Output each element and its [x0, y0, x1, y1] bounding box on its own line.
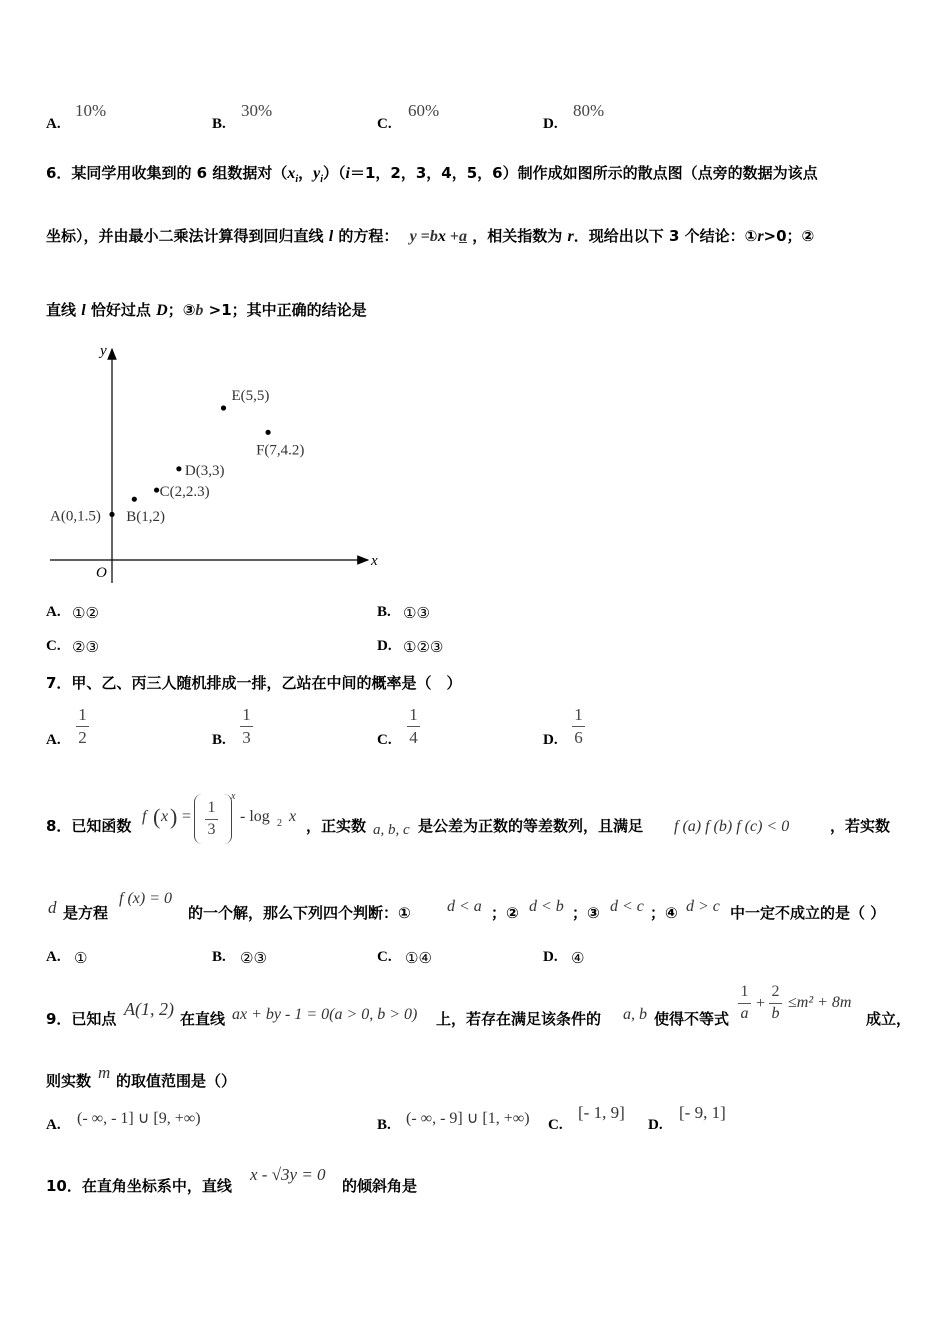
q6-yi-sub: i	[320, 174, 324, 186]
q10-prefix: 10．在直角坐标系中，直线	[46, 1177, 232, 1195]
q6-option-b-letter: B.	[377, 604, 391, 620]
q8-sep-4: ；④	[650, 904, 678, 922]
q7-option-c-fraction	[407, 706, 420, 747]
scatter-point-0	[109, 512, 114, 517]
q9-f2-num: 2	[771, 983, 780, 1000]
q5-option-c-value: 60%	[408, 101, 440, 120]
q6-xi-var: x	[287, 165, 296, 182]
q8-f: f	[142, 808, 147, 825]
scatter-point-4	[221, 405, 226, 410]
q6-line1-c: ＝1，2，3，4，5，6）制作成如图所示的散点图（点旁的数据为该点	[349, 164, 818, 182]
q8-num: 1	[207, 799, 216, 816]
q8-exponent: x	[231, 791, 236, 802]
q9-option-b-letter: B.	[377, 1117, 391, 1133]
q8-fx-x: x	[161, 808, 169, 825]
q6-line3	[46, 299, 367, 320]
q6-l-var: l	[328, 228, 334, 245]
q6-option-a-value: ①②	[72, 604, 99, 622]
q9-prefix: 9．已知点	[46, 1010, 117, 1028]
q7-option-a-num: 1	[78, 705, 87, 724]
q7-option-a-den: 2	[78, 727, 87, 747]
q9-suffix: 成立，	[866, 1010, 912, 1028]
x-axis-label: x	[371, 553, 378, 569]
q8-abc: a, b, c	[373, 822, 410, 838]
q9-line2-b: 的取值范围是（）	[116, 1072, 237, 1090]
q6-option-d-letter: D.	[377, 638, 392, 654]
q6-r-var2: r	[757, 228, 764, 245]
q6-eq-x: x	[437, 228, 446, 245]
q6-eq-a: a	[459, 228, 468, 245]
q6-xi	[287, 165, 299, 186]
q5-option-d-value: 80%	[573, 101, 605, 120]
q9-inequality-rhs: ≤m² + 8m	[788, 994, 852, 1011]
q8-option-a-value: ①	[74, 949, 88, 967]
q9-mid3: 使得不等式	[654, 1010, 730, 1028]
q6-r-var: r	[567, 228, 574, 245]
q8-option-c-letter: C.	[377, 949, 392, 965]
q8-option-d-value: ④	[571, 949, 585, 967]
scatter-point-label-3: D(3,3)	[184, 462, 225, 479]
q6-yi-var: y	[313, 165, 321, 182]
q7-option-d-fraction	[572, 706, 585, 747]
q8-d: d	[48, 898, 57, 917]
q8-line2-b: 的一个解，那么下列四个判断：①	[188, 904, 411, 922]
scatter-point-label-5: F(7,4.2)	[256, 442, 305, 459]
q7-option-d-letter: D.	[543, 732, 558, 748]
q7-option-a-fraction	[76, 706, 89, 747]
q8-mid2: 是公差为正数的等差数列，且满足	[418, 817, 644, 835]
q5-option-b-letter: B.	[212, 116, 226, 132]
scatter-point-label-0: A(0,1.5)	[50, 508, 101, 525]
q6-line2-a: 坐标），并由最小二乘法计算得到回归直线	[46, 227, 329, 245]
q6-line2-e: >0；②	[763, 227, 815, 245]
q9-line-equation: ax + by - 1 = 0(a > 0, b > 0)	[232, 1006, 418, 1023]
q6-line1-a: 6．某同学用收集到的 6 组数据对（	[46, 164, 288, 182]
scatter-point-3	[176, 466, 181, 471]
q6-xi-sub: i	[295, 174, 299, 186]
scatter-point-1	[132, 497, 137, 502]
q8-judgment-3: d < c	[610, 898, 644, 915]
q6-d-var: D	[156, 302, 168, 319]
q7-option-b-fraction	[240, 706, 253, 747]
q6-b-var: b	[195, 302, 204, 319]
fraction-bar	[407, 726, 420, 727]
q8-paren-close: )	[170, 804, 178, 829]
q8-judgment-4: d > c	[686, 898, 720, 915]
q8-sep-3: ；③	[572, 904, 600, 922]
q9-plus: +	[756, 995, 766, 1012]
y-axis-label: y	[100, 343, 107, 359]
fraction-bar	[76, 726, 89, 727]
q8-option-b-letter: B.	[212, 949, 226, 965]
scatter-point-label-1: B(1,2)	[126, 509, 166, 526]
fraction-bar	[769, 1003, 782, 1004]
q8-option-b-value: ②③	[240, 949, 267, 967]
q6-i-var: i	[345, 165, 350, 182]
q6-line2	[46, 225, 814, 246]
q7-option-c-num: 1	[409, 705, 418, 724]
q5-option-a-letter: A.	[46, 116, 61, 132]
q8-prefix: 8．已知函数	[46, 817, 132, 835]
q9-fraction-2	[769, 984, 782, 1023]
q6-eq-plus: +	[445, 228, 460, 245]
q9-m: m	[98, 1063, 111, 1082]
q5-option-c-letter: C.	[377, 116, 392, 132]
q10-suffix: 的倾斜角是	[342, 1177, 418, 1195]
scatter-point-label-4: E(5,5)	[231, 388, 270, 404]
fraction-bar	[738, 1003, 751, 1004]
q8-line2-c: 中一定不成立的是（ ）	[730, 904, 886, 922]
q6-line1-b: ）（	[323, 164, 346, 182]
fraction-bar	[205, 819, 218, 820]
q7-option-d-den: 6	[574, 727, 583, 747]
q7-option-b-letter: B.	[212, 732, 226, 748]
q8-paren-open: (	[153, 804, 161, 829]
q6-line3-d: >1；其中正确的结论是	[203, 301, 367, 319]
q8-minus-log: - log	[240, 808, 270, 825]
q6-line3-b: 恰好过点	[85, 301, 157, 319]
q8-suffix: ，若实数	[830, 817, 891, 835]
q7-question: 7．甲、乙、丙三人随机排成一排，乙站在中间的概率是（ ）	[46, 674, 462, 692]
q8-equation: f (x) = 0	[119, 890, 172, 907]
q6-regression-equation	[410, 227, 473, 245]
scatter-point-2	[154, 487, 159, 492]
q8-sep-2: ；②	[491, 904, 519, 922]
q7-option-c-letter: C.	[377, 732, 392, 748]
q5-option-a-value: 10%	[75, 101, 107, 120]
q8-option-d-letter: D.	[543, 949, 558, 965]
q6-option-d-value: ①②③	[403, 638, 444, 656]
q10-equation: x - √3y = 0	[250, 1165, 326, 1184]
q7-option-b-den: 3	[242, 727, 251, 747]
q9-option-a-value: (- ∞, - 1] ∪ [9, +∞)	[77, 1110, 201, 1127]
q9-option-a-letter: A.	[46, 1117, 61, 1133]
q9-f1-den: a	[740, 1004, 749, 1022]
scatter-points	[50, 388, 304, 525]
q8-judgment-2: d < b	[529, 898, 564, 915]
q6-option-c-value: ②③	[72, 638, 99, 656]
q8-product: f (a) f (b) f (c) < 0	[674, 818, 790, 835]
q7-option-d-num: 1	[574, 705, 583, 724]
q9-point: A(1, 2)	[124, 999, 174, 1019]
q8-fraction	[205, 800, 218, 839]
q6-yi	[313, 165, 324, 186]
fraction-bar	[240, 726, 253, 727]
fraction-bar	[572, 726, 585, 727]
q8-equals: =	[182, 808, 192, 825]
q5-option-b-value: 30%	[241, 101, 273, 120]
q6-l-var2: l	[81, 302, 86, 319]
q8-judgment-1: d < a	[447, 898, 482, 915]
q6-eq-b: b	[429, 228, 438, 245]
q8-mid1: ，正实数	[306, 817, 367, 835]
q9-f2-den: b	[771, 1004, 780, 1022]
q6-line3-a: 直线	[46, 301, 82, 319]
q7-option-b-num: 1	[242, 705, 251, 724]
q7-option-c-den: 4	[409, 727, 418, 747]
q6-option-c-letter: C.	[46, 638, 61, 654]
q6-scatter-chart	[40, 335, 400, 590]
q8-log-x: x	[289, 808, 297, 825]
q6-comma: ，	[298, 164, 314, 182]
q9-ab: a, b	[623, 1006, 647, 1023]
q6-option-b-value: ①③	[403, 604, 430, 622]
q8-line2-a: 是方程	[63, 904, 109, 922]
q9-fraction-1	[738, 984, 751, 1023]
q8-den: 3	[207, 820, 216, 838]
q6-line1	[46, 162, 818, 185]
q9-line2-a: 则实数	[46, 1072, 92, 1090]
q6-line2-c: ，相关指数为	[472, 227, 568, 245]
q8-option-c-value: ①④	[405, 949, 432, 967]
q6-option-a-letter: A.	[46, 604, 61, 620]
q9-option-d-value: [- 9, 1]	[679, 1103, 726, 1122]
scatter-point-label-2: C(2,2.3)	[159, 484, 210, 501]
origin-label: O	[96, 565, 107, 581]
scatter-point-5	[266, 430, 271, 435]
q6-eq-y: y	[409, 228, 417, 245]
q9-option-d-letter: D.	[648, 1117, 663, 1133]
q6-line3-c: ；③	[167, 301, 196, 319]
q8-log-base: 2	[277, 818, 282, 829]
q6-eq-equals: =	[416, 228, 430, 245]
q9-f1-num: 1	[740, 983, 749, 1000]
q9-option-b-value: (- ∞, - 9] ∪ [1, +∞)	[406, 1110, 530, 1127]
q6-line2-b: 的方程：	[333, 227, 399, 245]
q5-option-d-letter: D.	[543, 116, 558, 132]
q9-mid1: 在直线	[180, 1010, 226, 1028]
q9-option-c-value: [- 1, 9]	[578, 1103, 625, 1122]
q9-mid2: 上，若存在满足该条件的	[436, 1010, 602, 1028]
q6-line2-d: ．现给出以下 3 个结论：①	[573, 227, 758, 245]
q9-option-c-letter: C.	[548, 1117, 563, 1133]
q8-option-a-letter: A.	[46, 949, 61, 965]
q7-option-a-letter: A.	[46, 732, 61, 748]
